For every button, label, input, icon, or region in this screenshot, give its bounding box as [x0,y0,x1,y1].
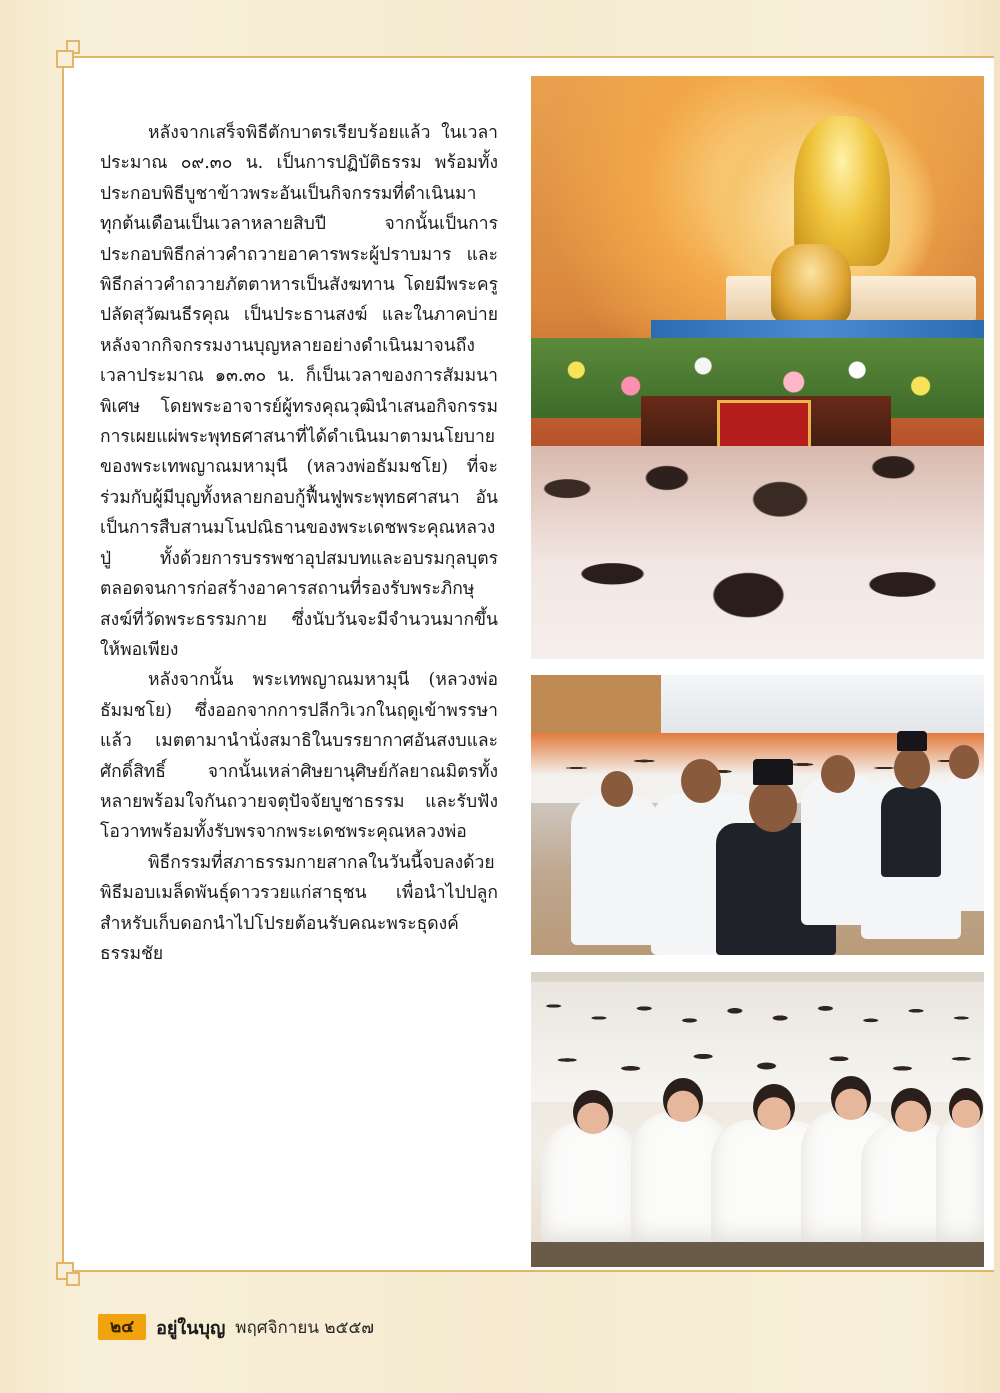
audience-crowd [531,446,984,659]
magazine-name: อยู่ในบุญ [156,1317,226,1339]
golden-monk-statue [771,244,851,324]
seated-person [541,1122,641,1247]
article-paragraph: พิธีกรรมที่สภาธรรมกายสากลในวันนี้จบลงด้วยพิธีมอบเมล็ดพันธุ์ดาวรวยแก่สาธุชน เพื่อนำไปปลูกสำหรับเก็บดอกนำไปโปรยต้อนรับคณะพระธุดงค์ธรรมชัย [100,852,498,964]
frame-corner-ornament [66,1272,80,1286]
person-head [573,1090,613,1134]
person-head [749,780,797,832]
photo-buddha-altar [531,76,984,659]
person-head [949,745,979,779]
person-head [831,1076,871,1120]
person-head [891,1088,931,1132]
frame-corner-ornament [56,50,74,68]
person-head [601,771,633,807]
page-footer [98,1313,374,1341]
hall-floor [531,1242,984,1267]
page-number: ๒๔ [98,1314,146,1340]
article-paragraph: หลังจากนั้น พระเทพญาณมหามุนี (หลวงพ่อธัมมชโย) ซึ่งออกจากการปลีกวิเวกในฤดูเข้าพรรษาแล้ว เมตตามานำนั่งสมาธิในบรรยากาศอันสงบและศักดิ์สิทธิ์ จากนั้นเหล่าศิษยานุศิษย์กัลยาณมิตรทั้งหลายพร้อมใจกันถวายจตุปัจจัยบูชาธรรม และรับฟังโอวาทพร้อมทั้งรับพรจากพระเดชพระคุณหลวงพ่อ [100,670,498,843]
dhaka-topi-cap [897,731,927,751]
seated-crowd-rows [531,982,984,1102]
person-head [681,759,721,803]
article-paragraph: หลังจากเสร็จพิธีตักบาตรเรียบร้อยแล้ว ในเวลาประมาณ ๐๙.๓๐ น. เป็นการปฏิบัติธรรม พร้อมทั้งประกอบพิธีบูชาข้าวพระอันเป็นกิจกรรมที่ดำเนินมาทุกต้นเดือนเป็นเวลาหลายสิบปี จากนั้นเป็นการประกอบพิธีกล่าวคำถวายอาคารพระผู้ปราบมาร และพิธีกล่าวคำถวายภัตตาหารเป็นสังฆทาน โดยมีพระครูปลัดสุวัฒนธีรคุณ เป็นประธานสงฆ์ และในภาคบ่าย หลังจากกิจกรรมงานบุญหลายอย่างดำเนินมาจนถึงเวลาประมาณ ๑๓.๓๐ น. ก็เป็นเวลาของการสัมมนาพิเศษ โดยพระอาจารย์ผู้ทรงคุณวุฒินำเสนอกิจกรรมการเผยแผ่พระพุทธศาสนาที่ได้ดำเนินมาตามนโยบายของพระเทพญาณมหามุนี (หลวงพ่อธัมมชโย) ที่จะร่วมกับผู้มีบุญทั้งหลายกอบกู้ฟื้นฟูพระพุทธศาสนา อันเป็นการสืบสานมโนปณิธานของพระเดชพระคุณหลวงปู่ ทั้งด้วยการบรรพชาอุปสมบทและอบรมกุลบุตร ตลอดจนการก่อสร้างอาคารสถานที่รองรับพระภิกษุสงฆ์ที่วัดพระธรรมกาย ซึ่งนับวันจะมีจำนวนมากขึ้นให้พอเพียง [100,123,498,660]
person-head [821,755,855,793]
seated-person [936,1118,984,1247]
photo-crowd-in-white [531,972,984,1267]
praying-person [571,795,661,945]
dhaka-topi-cap [753,759,793,785]
person-head [753,1084,795,1130]
photo-praying-men [531,675,984,955]
praying-person [941,771,984,911]
person-head [949,1088,983,1128]
person-head [663,1078,703,1122]
black-vest [881,787,941,877]
person-head [894,747,930,789]
statue-platform [726,276,976,322]
issue-date: พฤศจิกายน ๒๕๕๗ [235,1317,375,1338]
article-text [100,118,498,969]
